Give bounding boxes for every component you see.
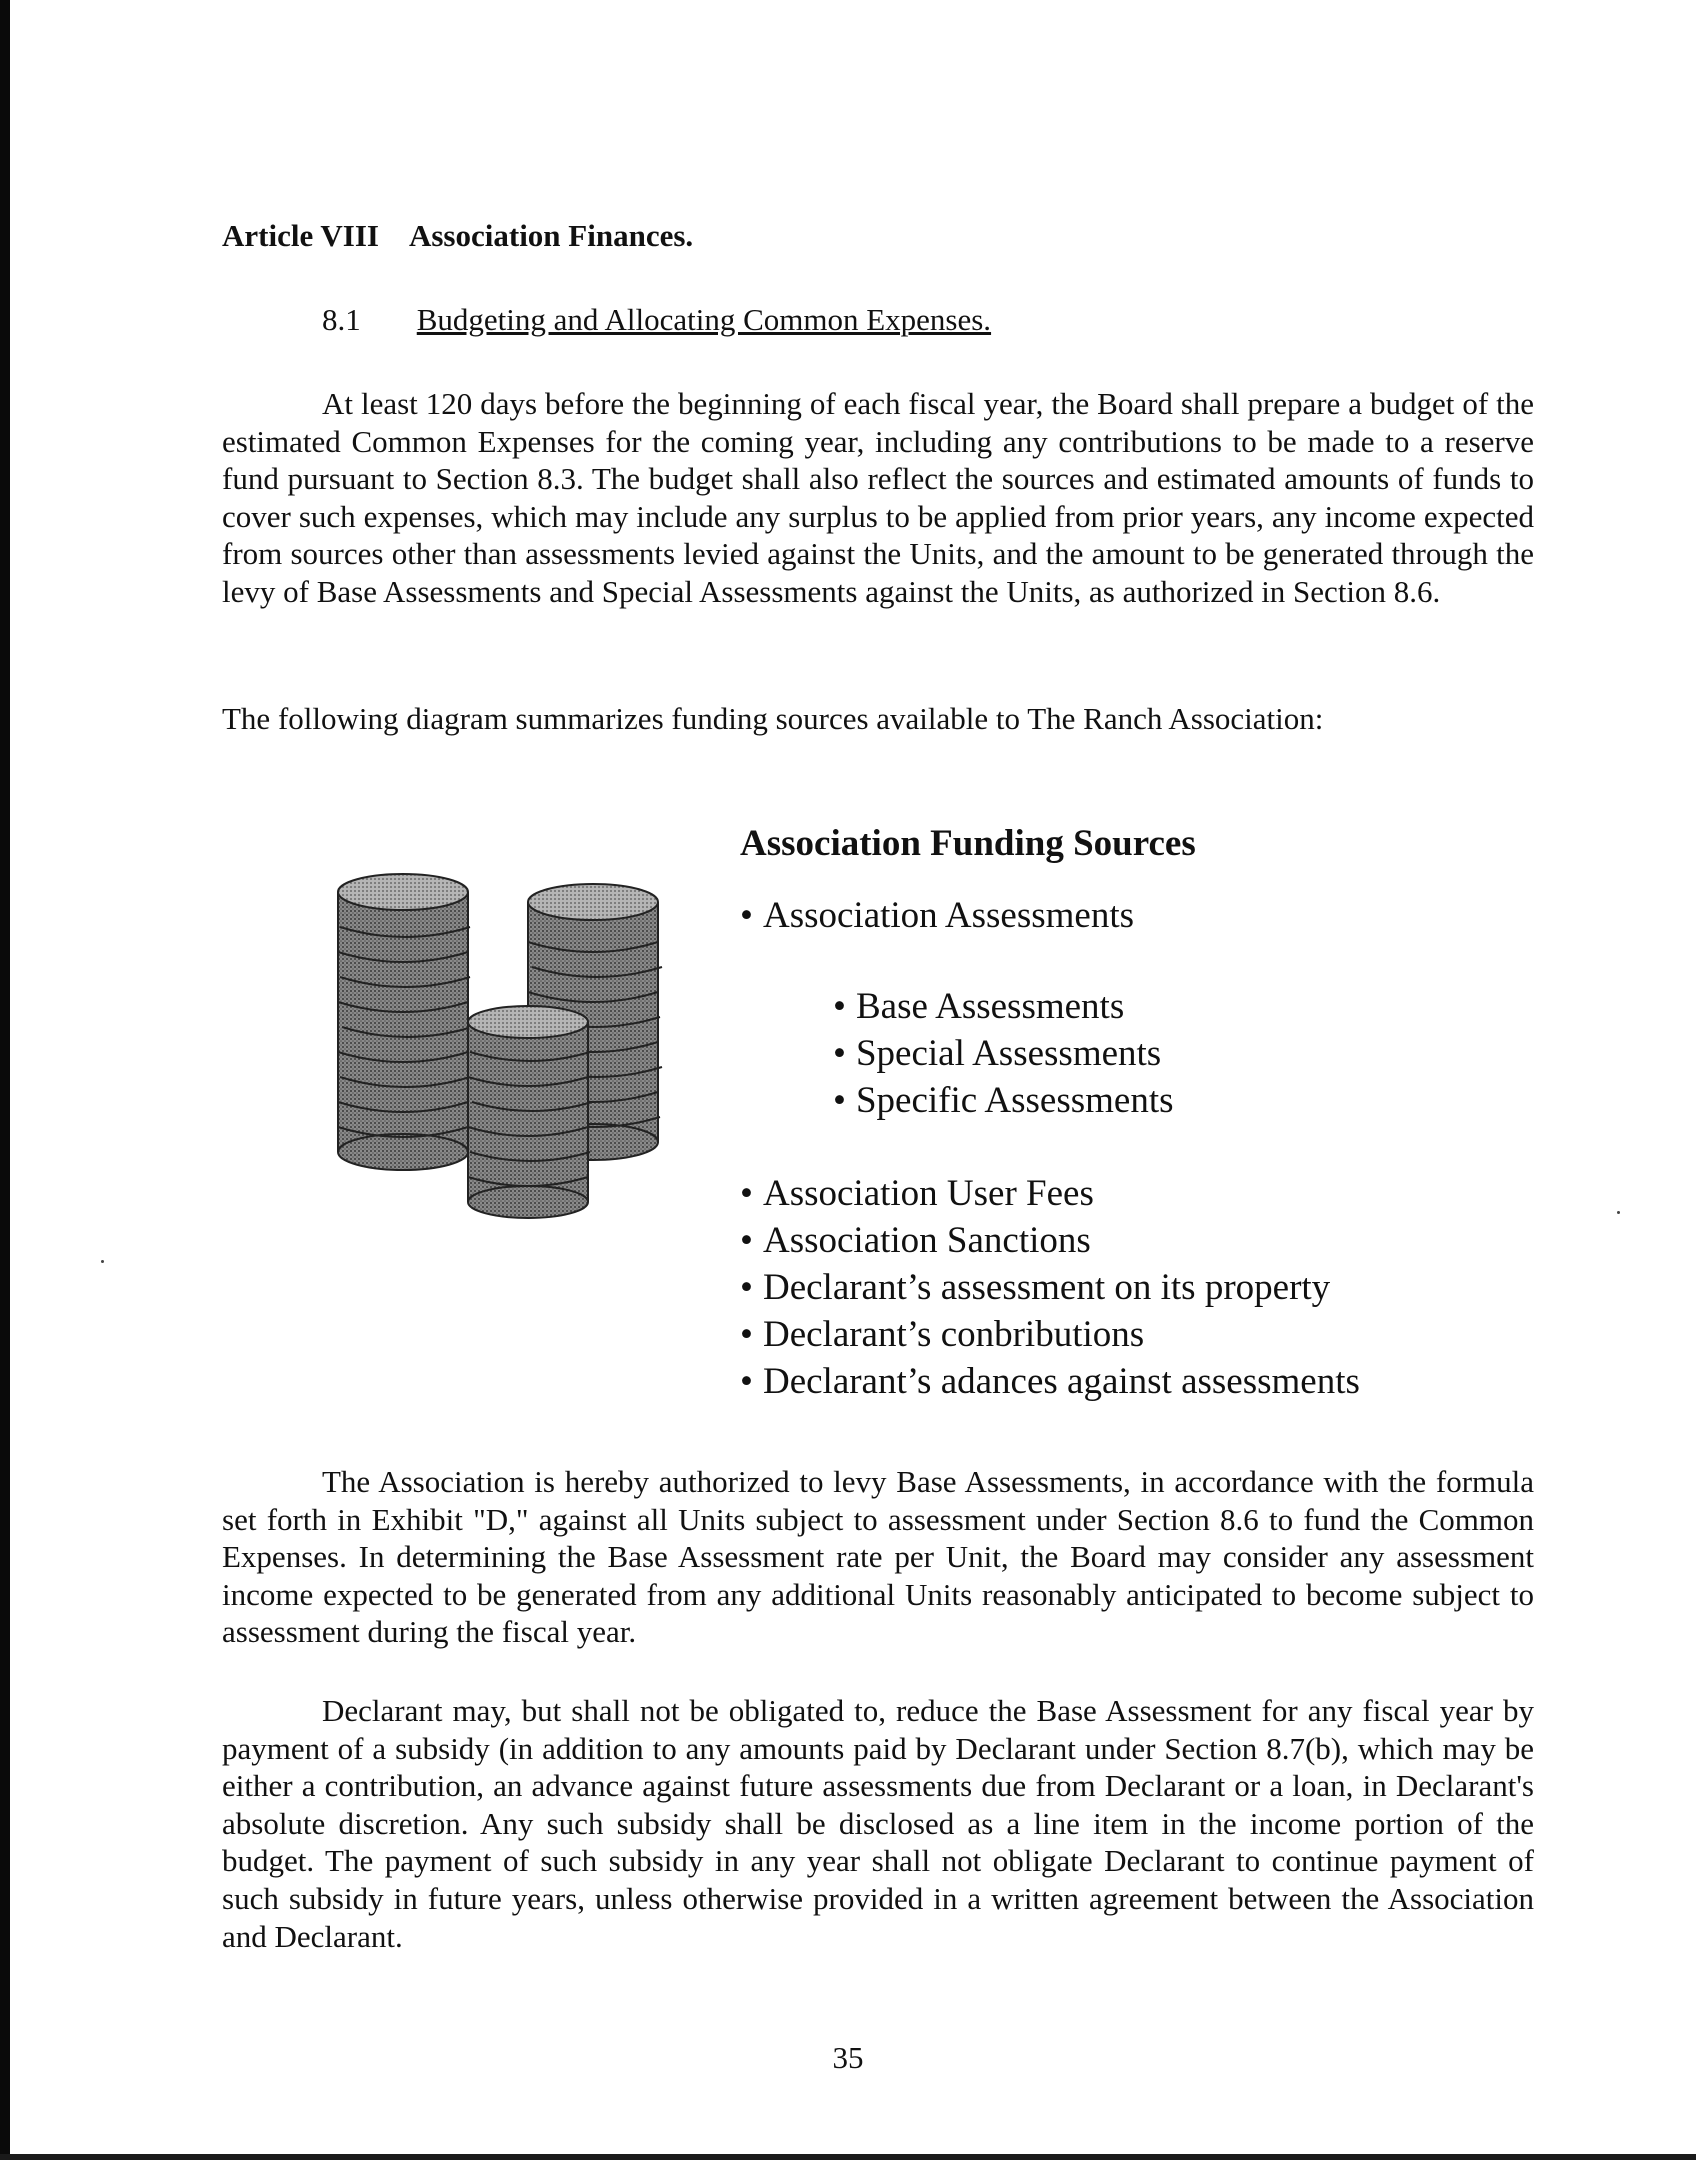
scan-edge-bottom <box>0 2154 1696 2160</box>
paragraph-budget: At least 120 days before the beginning of each fiscal year, the Board shall prepare a budget of the estimated Common Expenses for the coming year, including any contributions to be made to a reserve fund pursuant to Section 8.3. The budget shall also reflect the sources and estimated amounts of funds to cover such expenses, which may include any surplus to be applied from prior years, any income expected from sources other than assessments levied against the Units, and the amount to be generated through the levy of Base Assessments and Special Assessments against the Units, as authorized in Section 8.6. <box>222 386 1534 609</box>
list-item: • Base Assessments <box>833 983 1174 1030</box>
section-title: Budgeting and Allocating Common Expenses. <box>416 302 992 337</box>
list-item: • Association Assessments <box>740 892 1134 939</box>
list-item: • Specific Assessments <box>833 1077 1174 1124</box>
list-item: • Declarant’s conbributions <box>740 1311 1360 1358</box>
scan-speck <box>1617 1211 1620 1214</box>
article-heading <box>222 218 693 254</box>
list-item: • Declarant’s adances against assessments <box>740 1358 1360 1405</box>
coin-stacks-icon <box>318 862 698 1222</box>
list-item: • Declarant’s assessment on its property <box>740 1264 1360 1311</box>
paragraph-base-assessments: The Association is hereby authorized to levy Base Assessments, in accordance with the formula set forth in Exhibit "D," against all Units subject to assessment under Section 8.6 to fund the Common Expenses. In determining the Base Assessment rate per Unit, the Board may consider any assessment income expected to be generated from any additional Units reasonably anticipated to become subject to assessment during the fiscal year. <box>222 1464 1534 1650</box>
list-item: • Association User Fees <box>740 1170 1360 1217</box>
funding-list-bottom <box>740 1170 1360 1405</box>
paragraph-declarant-subsidy: Declarant may, but shall not be obligated to, reduce the Base Assessment for any fiscal year by payment of a subsidy (in addition to any amounts paid by Declarant under Section 8.7(b), which may be either a contribution, an advance against future assessments due from Declarant or a loan, in Declarant's absolute discretion. Any such subsidy shall be disclosed as a line item in the income portion of the budget. The payment of such subsidy in any year shall not obligate Declarant to continue payment of such subsidy in future years, unless otherwise provided in a written agreement between the Association and Declarant. <box>222 1693 1534 1954</box>
funding-list-top <box>740 892 1134 939</box>
article-label: Article VIII <box>222 218 379 253</box>
article-title: Association Finances. <box>408 218 694 253</box>
page-number: 35 <box>832 2040 864 2075</box>
list-item: • Association Sanctions <box>740 1217 1360 1264</box>
diagram-title: Association Funding Sources <box>740 823 1196 864</box>
section-heading <box>322 302 991 338</box>
funding-list-sub <box>833 983 1174 1124</box>
scan-edge <box>0 0 10 2160</box>
scan-speck <box>101 1260 104 1263</box>
section-number: 8.1 <box>322 302 361 337</box>
list-item: • Special Assessments <box>833 1030 1174 1077</box>
paragraph-diagram-intro: The following diagram summarizes funding sources available to The Ranch Association: <box>222 701 1324 736</box>
